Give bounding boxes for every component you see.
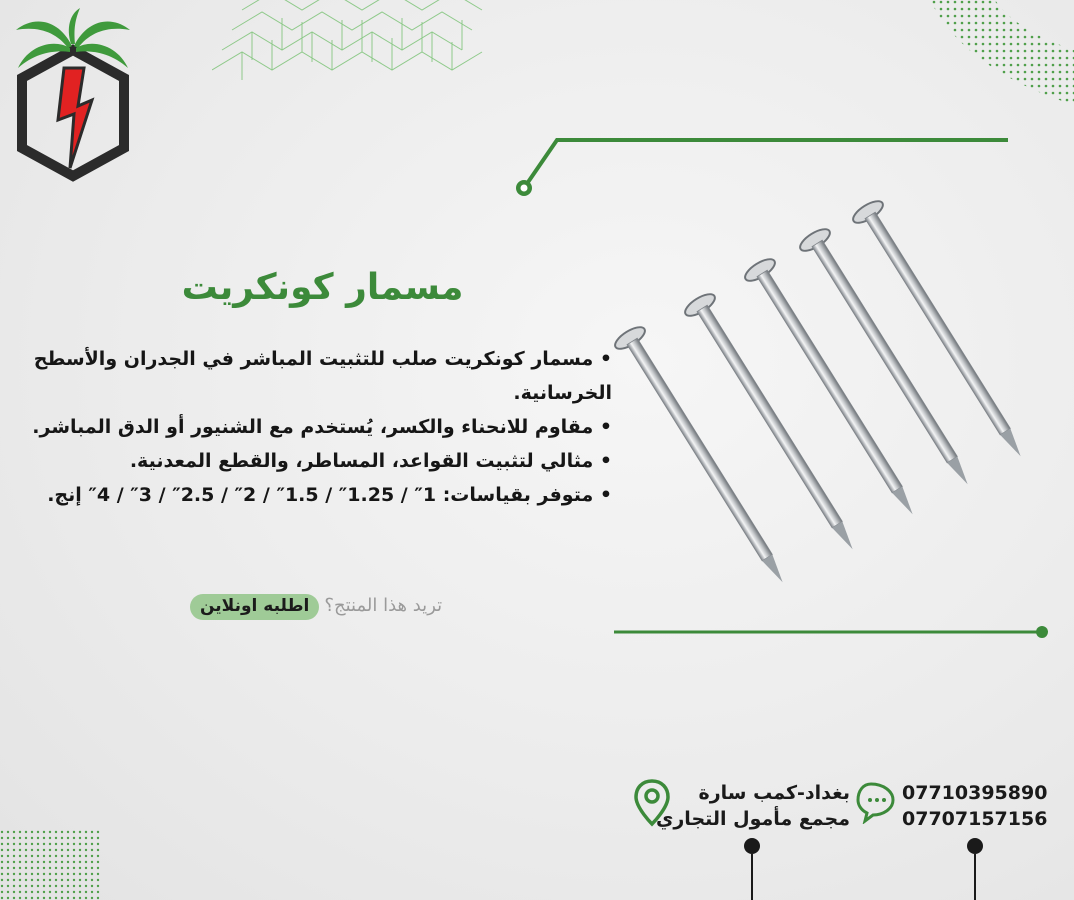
decorative-stem-left [740,836,764,900]
order-cta [190,594,442,620]
address-line-2: مجمع مأمول التجاري [655,808,850,830]
product-description-list [22,342,612,512]
address-line-1: بغداد-كمب سارة [698,782,850,804]
concrete-nails-image [600,190,1070,590]
list-item: • مثالي لتثبيت القواعد، المساطر، والقطع المعدنية. [22,444,612,478]
brand-logo [8,8,138,183]
phone-numbers [902,780,1062,832]
cta-question: تريد هذا المنتج؟ [324,595,443,616]
decorative-stem-right [963,836,987,900]
list-item: • مسمار كونكريت صلب للتثبيت المباشر في الجدران والأسطح الخرسانية. [22,342,612,410]
list-item: • مقاوم للانحناء والكسر، يُستخدم مع الشنيور أو الدق المباشر. [22,410,612,444]
list-item: • متوفر بقياسات: 1″ / 1.25″ / 1.5″ / 2″ / 2.5″ / 3″ / 4″ إنج. [22,478,612,512]
address [650,780,850,832]
order-online-button[interactable]: اطلبه اونلاين [190,594,319,620]
phone-chat-icon [855,780,899,824]
phone-number-2[interactable]: 07707157156 [902,808,1048,830]
decorative-dots-bottom-left [0,830,100,900]
decorative-connector-middle [612,622,1052,642]
decorative-grid-pattern [212,0,487,80]
product-title: مسمار كونكريت [181,267,464,308]
decorative-dots-top-right [925,0,1074,110]
phone-number-1[interactable]: 07710395890 [902,782,1048,804]
